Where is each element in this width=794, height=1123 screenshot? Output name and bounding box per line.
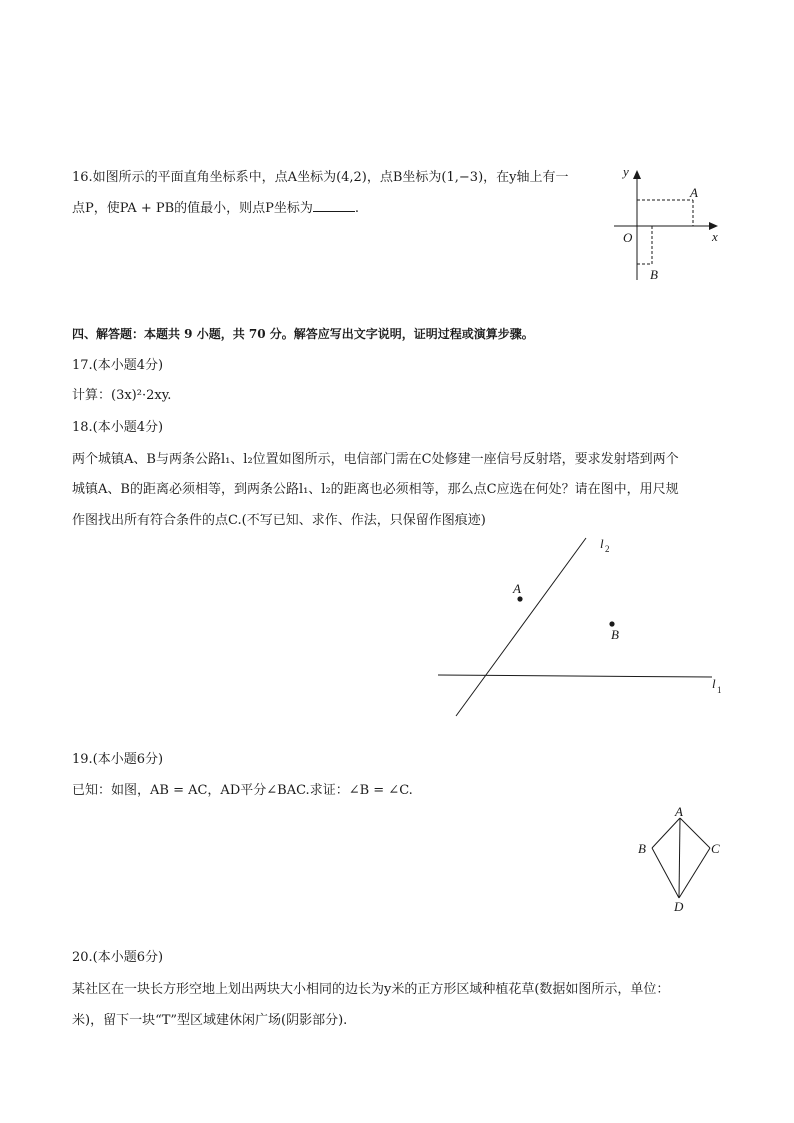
q20-line2: 米)，留下一块“T”型区域建休闲广场(阴影部分). — [72, 1013, 348, 1028]
road-l2-label: l — [600, 536, 604, 551]
point-B-label: B — [650, 267, 658, 282]
vertex-A-label: A — [675, 804, 683, 819]
answer-blank — [313, 199, 355, 212]
roads-figure — [430, 530, 730, 730]
road-l1-label: l — [712, 676, 716, 691]
q16-line2 — [72, 197, 359, 216]
segment-AB — [652, 818, 680, 848]
segment-CD — [679, 848, 710, 898]
q17-body: 计算：(3x)²·2xy. — [72, 388, 172, 403]
road-l1 — [438, 675, 712, 677]
section-title: 四、解答题：本题共 9 小题，共 70 分。解答应写出文字说明，证明过程或演算步骤。 — [72, 327, 534, 341]
q16-line2-end: . — [354, 201, 360, 216]
segment-BD — [652, 848, 679, 898]
vertex-D-label: D — [674, 899, 684, 914]
q18-line2: 城镇A、B的距离必须相等，到两条公路l₁、l₂的距离也必须相等，那么点C应选在何处？请在图中，用尺规 — [72, 482, 679, 497]
q18-line3: 作图找出所有符合条件的点C.(不写已知、求作、作法，只保留作图痕迹) — [72, 513, 486, 528]
q19-header: 19.(本小题6分) — [72, 752, 164, 767]
q17-header: 17.(本小题4分) — [72, 358, 164, 373]
road-l2 — [456, 538, 586, 716]
q18-line1: 两个城镇A、B与两条公路l₁、l₂位置如图所示，电信部门需在C处修建一座信号反射塔，要求发射塔到两个 — [72, 452, 679, 467]
q20-line1: 某社区在一块长方形空地上划出两块大小相同的边长为y米的正方形区域种植花草(数据如图所示，单位： — [72, 982, 670, 997]
coordinate-figure — [600, 160, 730, 290]
vertex-B-label: B — [638, 841, 646, 856]
q16-line1: 16.如图所示的平面直角坐标系中，点A坐标为(4,2)，点B坐标为(1,−3)，在y轴上有一 — [72, 170, 569, 185]
segment-AD — [679, 818, 680, 898]
town-A-label: A — [513, 581, 521, 596]
x-label: x — [712, 229, 718, 244]
y-label: y — [623, 164, 629, 179]
q20-header: 20.(本小题6分) — [72, 950, 164, 965]
q19-body: 已知：如图，AB = AC，AD平分∠BAC.求证：∠B = ∠C. — [72, 783, 413, 798]
origin-label: O — [623, 230, 633, 245]
vertex-C-label: C — [711, 841, 720, 856]
town-B-label: B — [611, 627, 619, 642]
kite-figure — [630, 800, 730, 920]
point-A-label: A — [690, 185, 698, 200]
town-B-dot — [609, 621, 614, 626]
road-l1-subscript: 1 — [717, 685, 722, 695]
town-A-dot — [517, 596, 522, 601]
q18-header: 18.(本小题4分) — [72, 420, 164, 435]
y-axis-arrow — [633, 170, 641, 179]
segment-AC — [680, 818, 710, 848]
q16-line2-text: 点P，使PA + PB的值最小，则点P坐标为 — [72, 201, 313, 216]
road-l2-subscript: 2 — [605, 544, 610, 554]
